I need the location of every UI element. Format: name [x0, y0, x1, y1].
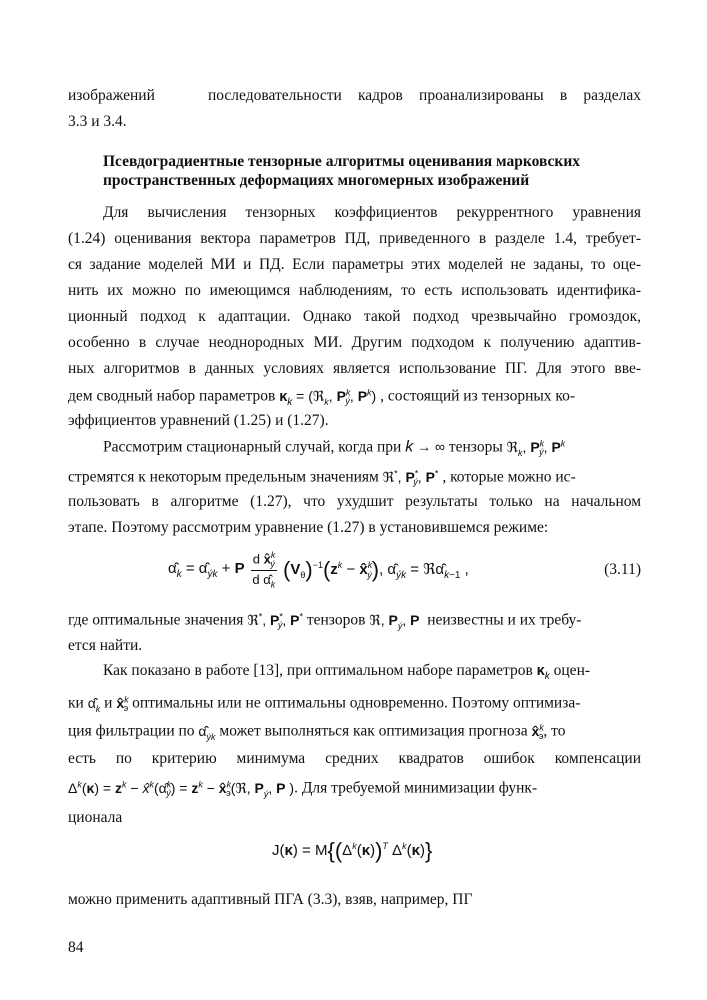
text-line: есть по критерию минимума средних квадратов ошибок компенсации: [68, 750, 641, 767]
equation-functional: $J(\kappa) = M\{(\Delta^k(\kappa))^T$ $\Delta^k(\kappa)$}: [272, 838, 433, 863]
text-line: ных алгоритмов в данных условиях является использование ПГ. Для этого вве-: [68, 360, 641, 377]
math-tensor-set: ℜ$_k$, $P^k_ý$, $P^k$: [506, 438, 566, 458]
text-line: можно применить адаптивный ПГА (3.3), взяв, например, ПГ: [68, 891, 473, 908]
text-line: Рассмотрим стационарный случай, когда при k → ∞ тензоры ℜ$_k$, $P^k_ý$, $P^k$: [103, 438, 566, 458]
text-line: изображений последовательности кадров проанализированы в разделах: [68, 87, 641, 104]
text-line: эффициентов уравнений (1.25) и (1.27).: [68, 412, 329, 429]
math-optimal-set: ℜ*, $P^*_ý$, P*: [247, 611, 303, 631]
text-line: ки $\alphâ̂_k$ и x̂$^k_э$ оптимальны или не оптимальны одновременно. Поэтому оптимиза-: [68, 694, 581, 714]
text-line: Как показано в работе [13], при оптимальном наборе параметров $\kappa_k$ оцен-: [103, 662, 591, 683]
equation-fraction: $\frac{d x̂^k_ý}{d \alphâ̂_k}$: [252, 550, 276, 590]
page-number: 84: [68, 939, 84, 956]
equation-3-11: $\alphâ̂_k$ = $\alphâ̂_{ýk} + P$ $\frac{d x̂^k_ý}{d \alphâ̂_k}$ $(V_\theta)^{-1}(z^k$ − x̂$^k_ý$), $\alphâ̂_{ýk}$ = $ℜ\alphâ̂_{k-1}$ ,: [168, 550, 469, 590]
text-line: 3.3 и 3.4.: [68, 113, 127, 130]
text-line: этапе. Поэтому рассмотрим уравнение (1.27) в установившемся режиме:: [68, 519, 549, 536]
section-heading-line: пространственных деформациях многомерных изображений: [103, 172, 530, 189]
text-line: ционала: [68, 809, 123, 826]
text-line: нить их можно по имеющимся наблюдениям, то есть использовать идентифика-: [68, 282, 641, 299]
text-line: Для вычисления тензорных коэффициентов рекуррентного уравнения: [103, 204, 641, 221]
math-delta-definition: $\Delta^k(\kappa) = z^k$ − x̂$^k$(α̂$^k_ý$) = $z^k$ − x̂$^k_э$(ℜ, $P_ý$, P ): [68, 779, 295, 799]
text-line: стремятся к некоторым предельным значениям ℜ*, $P^*_ý$, P* , которые можно ис-: [68, 468, 576, 488]
text-line: где оптимальные значения ℜ*, $P^*_ý$, P* тензоров ℜ, $P_ý$, P неизвестны и их требу-: [68, 611, 582, 631]
text-line: ся задание моделей МИ и ПД. Если параметры этих моделей не заданы, то оце-: [68, 256, 641, 273]
text-line: $\Delta^k(\kappa) = z^k$ − x̂$^k$(α̂$^k_ý$) = $z^k$ − x̂$^k_э$(ℜ, $P_ý$, P ). Для требуемой минимизации функ-: [68, 779, 538, 799]
text-line: дем сводный набор параметров $\kappa_k$ = (ℜ$_k$, $P^k_ý$, $P^k$) , состоящий из тензорных ко-: [68, 387, 576, 408]
text-line: ционный подход к адаптации. Однако такой подход чрезвычайно громоздок,: [68, 308, 641, 325]
equation-number: (3.11): [604, 561, 641, 578]
text-line: ция фильтрации по $\alphâ̂_{ýk}$ может выполняться как оптимизация прогноза x̂$^k_э$, то: [68, 722, 566, 742]
text-line: ется найти.: [68, 637, 143, 654]
math-limit-set: ℜ*, $P^*_ý$, P*: [382, 468, 439, 488]
math-tensor-set-2: ℜ, $P_ý$, P: [369, 611, 420, 631]
text-line: (1.24) оценивания вектора параметров ПД, приведенного в разделе 1.4, требует-: [68, 230, 641, 247]
text-line: пользовать в алгоритме (1.27), что ухудшит результаты только на начальном: [68, 493, 641, 510]
section-heading-line: Псевдоградиентные тензорные алгоритмы оценивания марковских: [103, 153, 581, 170]
text-line: особенно в случае неоднородных МИ. Другим подходом к получению адаптив-: [68, 334, 641, 351]
math-kappa-set: $\kappa_k$ = (ℜ$_k$, $P^k_ý$, $P^k$): [279, 387, 377, 408]
math-k-limit: k: [405, 438, 414, 456]
